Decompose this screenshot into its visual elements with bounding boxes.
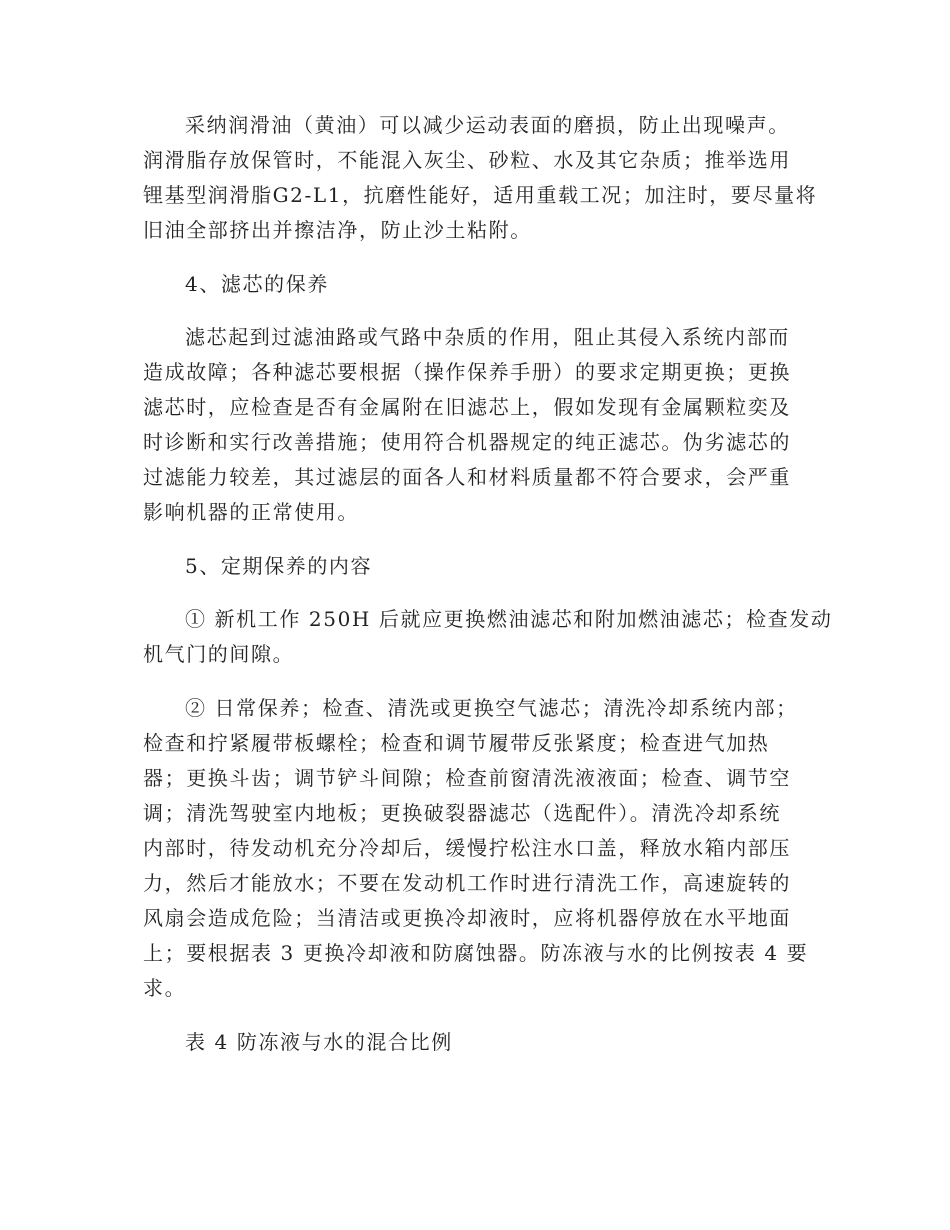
text-line: 时诊断和实行改善措施；使用符合机器规定的纯正滤芯。伪劣滤芯的 (143, 430, 791, 454)
text-line: 旧油全部挤出并擦洁净，防止沙土粘附。 (143, 218, 532, 242)
document-page (143, 108, 833, 1078)
paragraph-item-1 (143, 602, 833, 672)
heading-text: 4、滤芯的保养 (185, 272, 329, 296)
section-heading-periodic-maintenance (143, 549, 811, 584)
text-line: 调；清洗驾驶室内地板；更换破裂器滤芯（选配件）。清洗冷却系统 (143, 801, 781, 825)
text-line: 上；要根据表 3 更换冷却液和防腐蚀器。防冻液与水的比例按表 4 要 (143, 941, 809, 965)
text-line: 求。 (143, 976, 187, 1000)
paragraph-filter (143, 320, 811, 530)
heading-text: 5、定期保养的内容 (185, 554, 373, 578)
text-line: 造成故障；各种滤芯要根据（操作保养手册）的要求定期更换；更换 (143, 360, 791, 384)
paragraph-item-2 (143, 691, 811, 1006)
text-line: 采纳润滑油（黄油）可以减少运动表面的磨损，防止出现噪声。 (185, 113, 790, 137)
table-caption (143, 1025, 811, 1060)
text-line: 滤芯时，应检查是否有金属附在旧滤芯上，假如发现有金属颗粒奕及 (143, 395, 791, 419)
caption-text: 表 4 防冻液与水的混合比例 (185, 1030, 453, 1054)
text-line: 检查和拧紧履带板螺栓；检查和调节履带反张紧度；检查进气加热 (143, 731, 770, 755)
text-line: 润滑脂存放保管时，不能混入灰尘、砂粒、水及其它杂质；推举选用 (143, 148, 791, 172)
text-line: 过滤能力较差，其过滤层的面各人和材料质量都不符合要求，会严重 (143, 465, 791, 489)
text-line: 滤芯起到过滤油路或气路中杂质的作用，阻止其侵入系统内部而 (185, 325, 790, 349)
text-line: 力，然后才能放水；不要在发动机工作时进行清洗工作，高速旋转的 (143, 871, 791, 895)
text-line: ② 日常保养；检查、清洗或更换空气滤芯；清洗冷却系统内部； (185, 696, 798, 720)
text-line: 内部时，待发动机充分冷却后，缓慢拧松注水口盖，释放水箱内部压 (143, 836, 791, 860)
text-line: 机气门的间隙。 (143, 642, 295, 666)
text-line: 影响机器的正常使用。 (143, 500, 359, 524)
section-heading-filter-maintenance (143, 267, 811, 302)
paragraph-lubricant (143, 108, 818, 248)
text-line: 锂基型润滑脂G2-L1，抗磨性能好，适用重载工况；加注时，要尽量将 (143, 183, 818, 207)
text-line: 器；更换斗齿；调节铲斗间隙；检查前窗清洗液液面；检查、调节空 (143, 766, 791, 790)
text-line: 风扇会造成危险；当清洁或更换冷却液时，应将机器停放在水平地面 (143, 906, 791, 930)
text-line: ① 新机工作 250H 后就应更换燃油滤芯和附加燃油滤芯；检查发动 (185, 607, 833, 631)
